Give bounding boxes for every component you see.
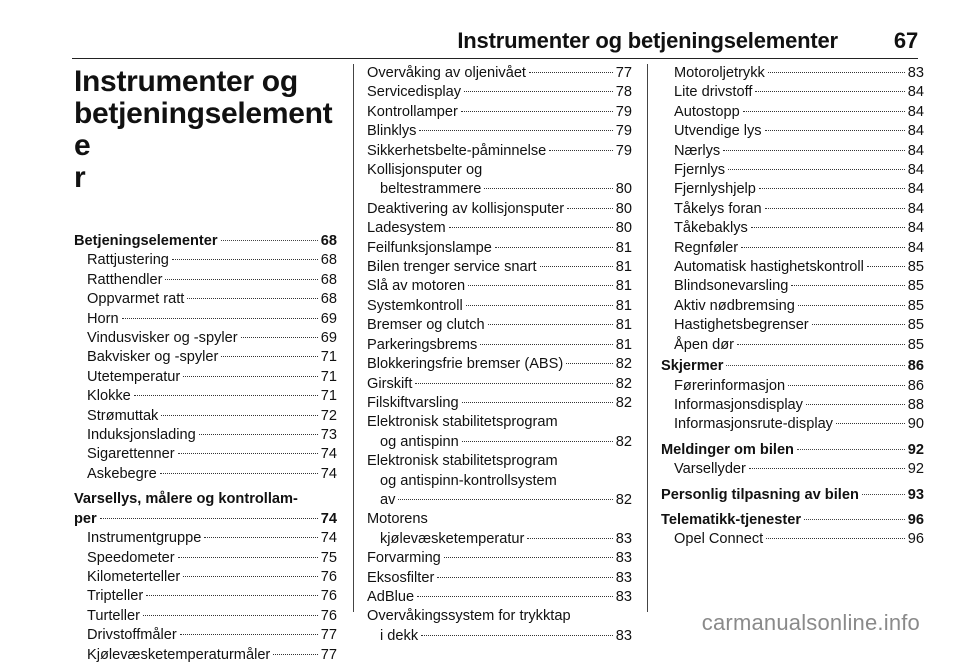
toc-entry[interactable]: AdBlue 83 (367, 588, 632, 605)
toc-entry[interactable]: Blindsonevarsling 85 (674, 278, 924, 295)
toc-entry[interactable]: Elektronisk stabilitetsprogram og antispinn-kontrollsystem av 82 (367, 453, 632, 508)
header-rule (72, 58, 918, 59)
toc-entry[interactable]: Blinklys 79 (367, 123, 632, 140)
toc-entry[interactable]: Blokkeringsfrie bremser (ABS) 82 (367, 356, 632, 373)
toc-entry[interactable]: Slå av motoren 81 (367, 278, 632, 295)
column-divider-2 (647, 64, 648, 612)
toc-entry[interactable]: Overvåking av oljenivået 77 (367, 65, 632, 81)
toc-column-2 (367, 64, 632, 646)
page-number: 67 (893, 28, 918, 53)
toc-entry[interactable]: Oppvarmet ratt 68 (87, 291, 337, 308)
toc-column-3 (661, 64, 924, 550)
toc-entry[interactable]: Tåkebaklys 84 (674, 220, 924, 237)
toc-entry[interactable]: Hastighetsbegrenser 85 (674, 317, 924, 334)
toc-entry[interactable]: Drivstoffmåler 77 (87, 627, 337, 644)
toc-entry[interactable]: Feilfunksjonslampe 81 (367, 239, 632, 256)
toc-entry[interactable]: Horn 69 (87, 310, 337, 327)
toc-entry[interactable]: Overvåkingssystem for trykktap i dekk 83 (367, 608, 632, 644)
toc-section[interactable]: Skjermer 86 (661, 358, 924, 375)
toc-entry[interactable]: Nærlys 84 (674, 142, 924, 159)
toc-entry[interactable]: Fjernlyshjelp 84 (674, 181, 924, 198)
toc-entry[interactable]: Førerinformasjon 86 (674, 377, 924, 394)
watermark: carmanualsonline.info (701, 610, 920, 635)
toc-entry[interactable]: Informasjonsdisplay 88 (674, 396, 924, 413)
toc-entry[interactable]: Opel Connect 96 (674, 531, 924, 548)
toc-entry[interactable]: Kollisjonsputer og beltestrammere 80 (367, 162, 632, 198)
toc-entry[interactable]: Strømuttak 72 (87, 407, 337, 424)
toc-entry[interactable]: Regnføler 84 (674, 239, 924, 256)
toc-entry[interactable]: Ladesystem 80 (367, 220, 632, 237)
column-divider-1 (353, 64, 354, 612)
toc-entry[interactable]: Bremser og clutch 81 (367, 317, 632, 334)
toc-entry[interactable]: Sikkerhetsbelte-påminnelse 79 (367, 142, 632, 159)
toc-list-betjening (74, 251, 337, 484)
toc-entry[interactable]: Kontrollamper 79 (367, 103, 632, 120)
toc-entry[interactable]: Instrumentgruppe 74 (87, 530, 337, 547)
toc-entry[interactable]: Rattjustering 68 (87, 252, 337, 269)
toc-entry[interactable]: Vindusvisker og -spyler 69 (87, 330, 337, 347)
toc-entry[interactable]: Kilometerteller 76 (87, 568, 337, 585)
toc-section[interactable]: Varsellys, målere og kontrollam- per 74 (74, 491, 337, 527)
toc-entry[interactable]: Klokke 71 (87, 388, 337, 405)
toc-entry[interactable]: Fjernlys 84 (674, 162, 924, 179)
toc-entry[interactable]: Utetemperatur 71 (87, 368, 337, 385)
page-header (72, 28, 918, 54)
toc-entry[interactable]: Varsellyder 92 (674, 461, 924, 478)
toc-entry[interactable]: Kjølevæsketemperaturmåler 77 (87, 646, 337, 663)
toc-entry[interactable]: Autostopp 84 (674, 103, 924, 120)
toc-entry[interactable]: Tripteller 76 (87, 588, 337, 605)
chapter-title: Instrumenter og betjeningselemente r (74, 65, 333, 194)
toc-entry[interactable]: Bilen trenger service snart 81 (367, 259, 632, 276)
toc-entry[interactable]: Utvendige lys 84 (674, 123, 924, 140)
toc-list-varsellys (74, 529, 337, 665)
toc-column-1 (74, 64, 337, 665)
toc-entry[interactable]: Girskift 82 (367, 375, 632, 392)
toc-entry[interactable]: Forvarming 83 (367, 550, 632, 567)
toc-entry[interactable]: Filskiftvarsling 82 (367, 394, 632, 411)
toc-entry[interactable]: Systemkontroll 81 (367, 297, 632, 314)
toc-section[interactable]: Betjeningselementer 68 (74, 233, 337, 249)
toc-entry[interactable]: Motorens kjølevæsketemperatur 83 (367, 511, 632, 547)
toc-entry[interactable]: Tåkelys foran 84 (674, 200, 924, 217)
toc-entry[interactable]: Askebegre 74 (87, 465, 337, 482)
toc-section[interactable]: Meldinger om bilen 92 (661, 441, 924, 458)
toc-entry[interactable]: Servicedisplay 78 (367, 84, 632, 101)
toc-section[interactable]: Telematikk-tjenester 96 (661, 511, 924, 528)
toc-entry[interactable]: Bakvisker og -spyler 71 (87, 349, 337, 366)
toc-entry[interactable]: Induksjonslading 73 (87, 427, 337, 444)
toc-entry[interactable]: Eksosfilter 83 (367, 569, 632, 586)
toc-entry[interactable]: Speedometer 75 (87, 549, 337, 566)
toc-entry[interactable]: Ratthendler 68 (87, 271, 337, 288)
toc-entry[interactable]: Aktiv nødbremsing 85 (674, 297, 924, 314)
toc-section[interactable]: Personlig tilpasning av bilen 93 (661, 486, 924, 503)
toc-entry[interactable]: Informasjonsrute-display 90 (674, 416, 924, 433)
toc-entry[interactable]: Elektronisk stabilitetsprogram og antispinn 82 (367, 414, 632, 450)
toc-entry[interactable]: Automatisk hastighetskontroll 85 (674, 259, 924, 276)
toc-entry[interactable]: Lite drivstoff 84 (674, 84, 924, 101)
toc-entry[interactable]: Sigarettenner 74 (87, 446, 337, 463)
toc-entry[interactable]: Åpen dør 85 (674, 336, 924, 353)
toc-entry[interactable]: Motoroljetrykk 83 (674, 65, 924, 81)
toc-entry[interactable]: Parkeringsbrems 81 (367, 336, 632, 353)
toc-entry[interactable]: Deaktivering av kollisjonsputer 80 (367, 200, 632, 217)
header-title: Instrumenter og betjeningselementer (457, 28, 838, 53)
toc-entry[interactable]: Turteller 76 (87, 607, 337, 624)
